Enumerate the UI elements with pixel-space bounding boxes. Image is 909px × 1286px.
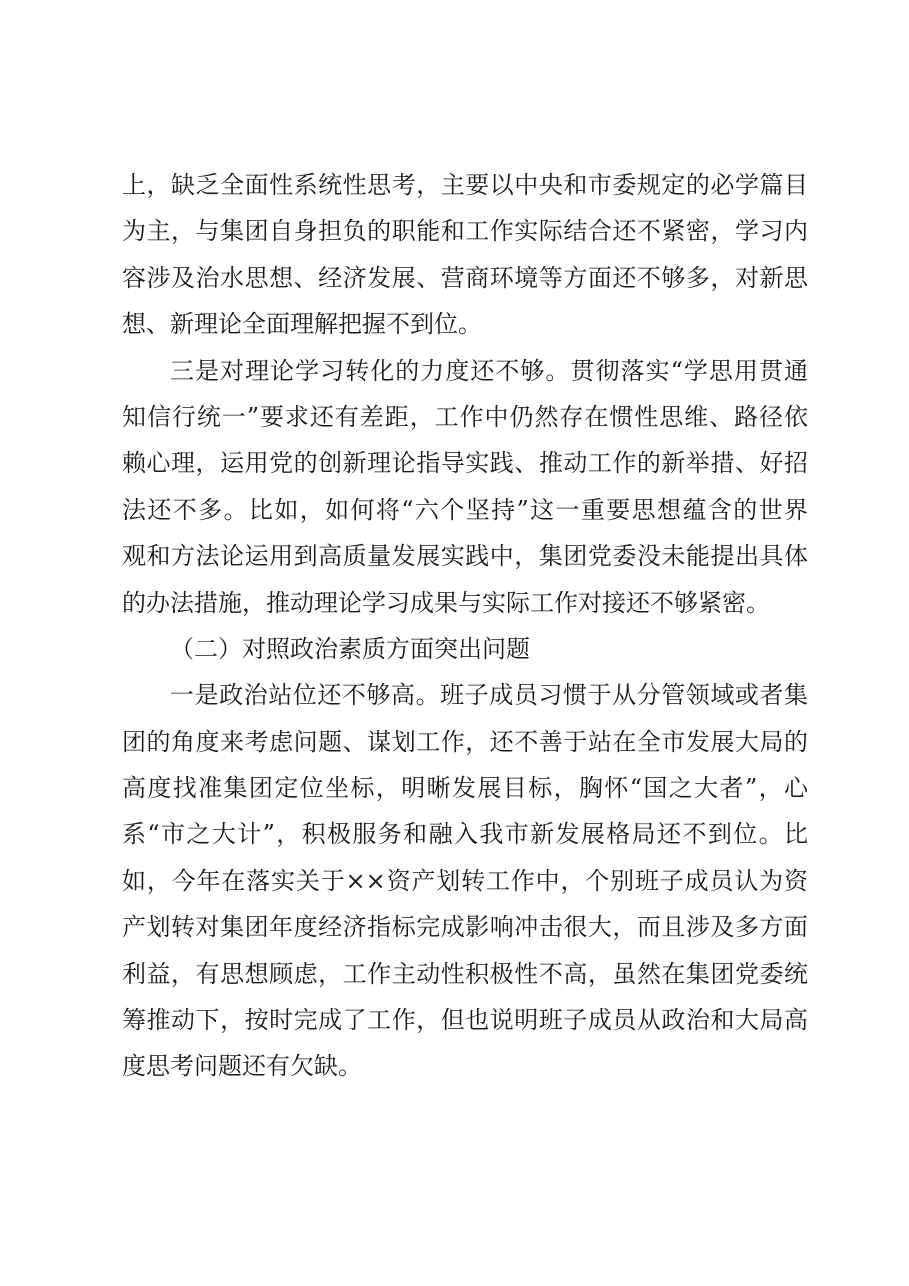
text-line: 如，今年在落实关于××资产划转工作中，个别班子成员认为资 bbox=[122, 866, 808, 895]
text-line: 产划转对集团年度经济指标完成影响冲击很大，而且涉及多方面 bbox=[122, 913, 808, 942]
text-line: 知信行统一”要求还有差距，工作中仍然存在惯性思维、路径依 bbox=[122, 402, 808, 431]
section-heading: （二）对照政治素质方面突出问题 bbox=[170, 634, 530, 663]
text-line: 容涉及治水思想、经济发展、营商环境等方面还不够多，对新思 bbox=[122, 263, 808, 292]
text-line: 筹推动下，按时完成了工作，但也说明班子成员从政治和大局高 bbox=[122, 1006, 808, 1035]
text-line: 系“市之大计”，积极服务和融入我市新发展格局还不到位。比 bbox=[122, 820, 808, 849]
text-line: 的办法措施，推动理论学习成果与实际工作对接还不够紧密。 bbox=[122, 588, 770, 617]
text-line: 赖心理，运用党的创新理论指导实践、推动工作的新举措、好招 bbox=[122, 449, 808, 478]
document-body bbox=[122, 162, 808, 1090]
paragraph-heading-line: 一是政治站位还不够高。班子成员习惯于从分管领域或者集 bbox=[170, 681, 808, 710]
text-line: 法还不多。比如，如何将“六个坚持”这一重要思想蕴含的世界 bbox=[122, 495, 808, 524]
text-line: 团的角度来考虑问题、谋划工作，还不善于站在全市发展大局的 bbox=[122, 727, 808, 756]
text-line: 观和方法论运用到高质量发展实践中，集团党委没未能提出具体 bbox=[122, 542, 808, 571]
paragraph-heading-line: 三是对理论学习转化的力度还不够。贯彻落实“学思用贯通 bbox=[170, 356, 808, 385]
text-line: 上，缺乏全面性系统性思考，主要以中央和市委规定的必学篇目 bbox=[122, 171, 808, 199]
text-line: 为主，与集团自身担负的职能和工作实际结合还不紧密，学习内 bbox=[122, 217, 808, 246]
text-line: 度思考问题还有欠缺。 bbox=[122, 1052, 362, 1081]
text-line: 高度找准集团定位坐标，明晰发展目标，胸怀“国之大者”，心 bbox=[122, 774, 808, 803]
text-line: 利益，有思想顾虑，工作主动性积极性不高，虽然在集团党委统 bbox=[122, 959, 808, 988]
text-line: 想、新理论全面理解把握不到位。 bbox=[122, 310, 482, 339]
